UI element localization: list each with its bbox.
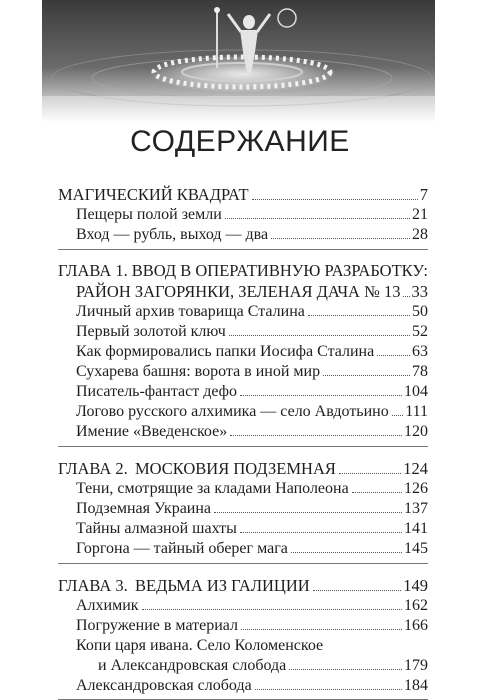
toc-entry-page: 7 [419,185,428,204]
toc-entry-page: 21 [412,206,428,223]
dot-leader [255,689,402,690]
toc-section-intro [58,179,428,250]
dot-leader [308,315,410,316]
page-title: СОДЕРЖАНИЕ [130,125,350,158]
toc-entry[interactable] [58,402,428,422]
dot-leader [230,435,402,436]
toc-entry-line2[interactable] [58,656,428,676]
dot-leader [241,629,402,630]
dot-leader [252,199,418,200]
toc-chapter-heading-cont[interactable] [58,281,428,302]
chapter-title-line2: РАЙОН ЗАГОРЯНКИ, ЗЕЛЕНАЯ ДАЧА № 13 [76,282,401,301]
toc-entry-page: 52 [412,323,428,340]
toc-entry[interactable] [58,342,428,362]
dot-leader [229,335,410,336]
toc-entry-title: Логово русского алхимика — село Авдотьино [76,403,389,420]
toc-entry-title: Горгона — тайный оберег мага [76,540,288,557]
toc-entry[interactable] [58,225,428,245]
chapter-number: ГЛАВА 2. [58,459,128,478]
toc-entry-page: 126 [404,480,428,497]
dot-leader [214,512,402,513]
dot-leader [352,492,402,493]
chapter-number: ГЛАВА 3. [58,576,128,595]
dot-leader [377,355,410,356]
toc-entry[interactable] [58,382,428,402]
chapter-page: 33 [411,282,428,301]
dot-leader [392,415,403,416]
toc-entry-title: Первый золотой ключ [76,323,226,340]
chapter-title: ВЕДЬМА ИЗ ГАЛИЦИИ [135,576,310,595]
toc-entry-page: 162 [404,597,428,614]
toc-entry-title: Погружение в материал [76,617,239,634]
toc-entry-page: 63 [412,343,428,360]
toc-entry-page: 179 [404,657,428,674]
toc-entry-title: Сухарева башня: ворота в иной мир [76,363,321,380]
toc-entry[interactable] [58,362,428,382]
dot-leader [240,395,402,396]
chapter-title: МОСКОВИЯ ПОДЗЕМНАЯ [135,459,336,478]
toc-entry[interactable] [58,616,428,636]
dot-leader [142,609,402,610]
toc-entry-page: 184 [404,677,428,694]
toc-entry-page: 120 [404,423,428,440]
toc-chapter-heading[interactable] [58,575,428,596]
toc-entry-title: Александровская слобода [76,677,252,694]
toc-entry[interactable] [58,322,428,342]
toc-entry[interactable] [58,596,428,616]
toc-entry-title-line1: Копи царя ивана. Село Коломенское [76,637,324,654]
toc-entry[interactable] [58,184,428,205]
dot-leader [291,552,402,553]
toc-entry-page: 28 [412,226,428,243]
dot-leader [271,238,410,239]
toc-entry[interactable] [58,539,428,559]
toc-section-chapter-2 [58,451,428,564]
toc-entry-title: Имение «Введенское» [76,423,228,440]
table-of-contents [58,179,428,700]
toc-entry-line1[interactable] [58,636,428,656]
toc-entry-page: 137 [404,500,428,517]
toc-entry-title: Алхимик [76,597,139,614]
toc-entry-title: Тени, смотрящие за кладами Наполеона [76,480,349,497]
toc-section-chapter-1 [58,254,428,447]
dot-leader [225,218,410,219]
chapter-title-line1: ВВОД В ОПЕРАТИВНУЮ РАЗРАБОТКУ: [131,261,428,280]
toc-entry-page: 78 [412,363,428,380]
toc-section-chapter-3 [58,568,428,700]
toc-entry-title: Тайны алмазной шахты [76,520,237,537]
dot-leader [323,375,410,376]
toc-entry-page: 145 [404,540,428,557]
dot-leader [403,296,409,297]
toc-entry-title: МАГИЧЕСКИЙ КВАДРАТ [58,185,249,204]
dot-leader [313,590,402,591]
toc-entry-title: Как формировались папки Иосифа Сталина [76,343,375,360]
toc-entry-page: 104 [404,383,428,400]
dot-leader [289,669,402,670]
toc-entry[interactable] [58,519,428,539]
toc-entry[interactable] [58,499,428,519]
dot-leader [339,473,401,474]
toc-entry-page: 50 [412,303,428,320]
toc-entry-title: Вход — рубль, выход — два [76,226,269,243]
toc-entry-page: 166 [404,617,428,634]
dot-leader [240,532,402,533]
toc-entry-page: 111 [405,403,428,420]
toc-entry[interactable] [58,302,428,322]
toc-entry[interactable] [58,205,428,225]
chapter-page: 149 [403,576,428,595]
toc-entry-title: Личный архив товарища Сталина [76,303,305,320]
chapter-page: 124 [403,459,428,478]
toc-entry[interactable] [58,479,428,499]
toc-entry-title: Пещеры полой земли [76,206,222,223]
toc-entry-title: Подземная Украина [76,500,212,517]
chapter-number: ГЛАВА 1. [58,261,128,280]
toc-entry-title: Писатель-фантаст дефо [76,383,238,400]
toc-entry[interactable] [58,676,428,696]
toc-chapter-heading[interactable] [58,260,428,281]
toc-chapter-heading[interactable] [58,458,428,479]
header-image [42,0,435,122]
toc-entry-title-line2: и Александровская слобода [98,657,287,674]
toc-entry-page: 141 [404,520,428,537]
toc-entry[interactable] [58,422,428,442]
